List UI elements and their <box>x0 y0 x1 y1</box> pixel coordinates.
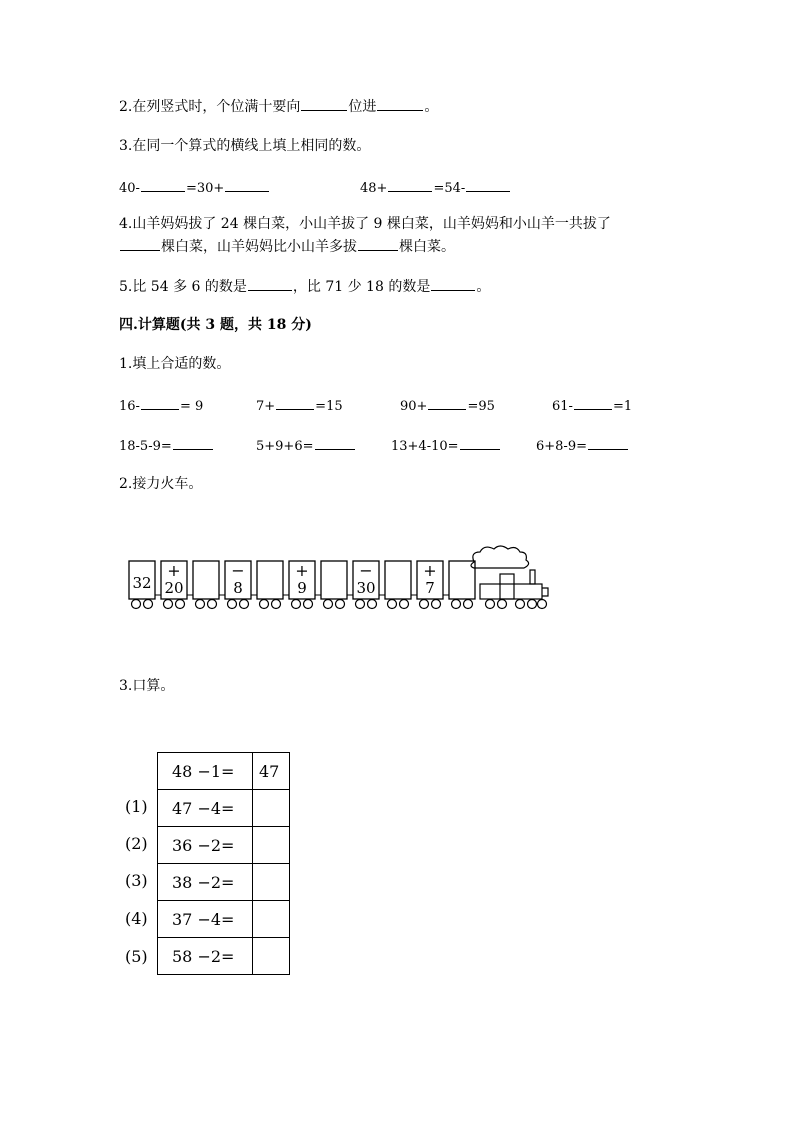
answer-blank[interactable] <box>466 177 510 192</box>
equation-part: 90+ <box>400 399 428 414</box>
answer-blank[interactable] <box>141 395 179 410</box>
train-car <box>257 561 289 609</box>
train-car-operator: − <box>231 561 245 580</box>
train-wheel <box>196 600 205 609</box>
equation-part: 5+9+6= <box>256 439 314 454</box>
train-car-number: 32 <box>132 574 152 592</box>
train-car-operator: − <box>359 561 373 580</box>
train-wheel <box>400 600 409 609</box>
fill-equation <box>400 395 495 416</box>
table-answer[interactable] <box>253 790 290 827</box>
train-wheel <box>176 600 185 609</box>
q3-eq1-b: =30+ <box>185 181 225 196</box>
loco-chimney <box>530 570 535 584</box>
q3-eq2-b: =54- <box>433 181 466 196</box>
table-answer[interactable] <box>253 938 290 975</box>
train-wheel <box>144 600 153 609</box>
mental-math-table <box>157 752 290 975</box>
train-wheel <box>420 600 429 609</box>
table-expression: 47 −4= <box>158 790 253 827</box>
equation-part: = 9 <box>179 399 204 414</box>
equation-part: 61- <box>552 399 573 414</box>
table-row <box>158 938 290 975</box>
train-car-number: 20 <box>164 579 184 597</box>
train-car <box>321 561 353 609</box>
row-label: (2) <box>125 834 148 853</box>
question-5 <box>119 276 490 297</box>
answer-blank[interactable] <box>120 236 160 251</box>
train-car <box>353 561 385 609</box>
table-row <box>158 790 290 827</box>
train-wheel <box>228 600 237 609</box>
table-expression: 36 −2= <box>158 827 253 864</box>
train-car-number: 7 <box>425 579 435 597</box>
train-car <box>289 561 321 609</box>
q4-line-1: 4.山羊妈妈拔了 24 棵白菜，小山羊拔了 9 棵白菜，山羊妈妈和小山羊一共拔了 <box>119 216 611 232</box>
train-car-box[interactable] <box>193 561 219 599</box>
equation-part: =1 <box>612 399 633 414</box>
train-car-operator: + <box>167 561 181 580</box>
q2-text-c: 。 <box>424 99 439 115</box>
table-expression: 37 −4= <box>158 901 253 938</box>
q3-equation-2 <box>360 177 511 198</box>
train-wheel <box>452 600 461 609</box>
train-car <box>161 561 193 609</box>
table-answer[interactable] <box>253 827 290 864</box>
equation-part: 7+ <box>256 399 276 414</box>
equation-part: 13+4-10= <box>391 439 459 454</box>
q3-equation-1 <box>119 177 270 198</box>
table-row <box>158 827 290 864</box>
q2-text-a: 2.在列竖式时，个位满十要向 <box>119 99 301 115</box>
locomotive <box>471 546 548 599</box>
train-wheel <box>356 600 365 609</box>
loco-cab <box>500 574 514 599</box>
train-car-number: 9 <box>297 579 307 597</box>
equation-part: 16- <box>119 399 140 414</box>
answer-blank[interactable] <box>460 435 500 450</box>
row-label: (3) <box>125 871 148 890</box>
equation-part: 6+8-9= <box>536 439 587 454</box>
train-car <box>225 561 257 609</box>
train-car <box>385 561 417 609</box>
answer-blank[interactable] <box>358 236 398 251</box>
train-wheel <box>272 600 281 609</box>
q4-line2-a: 棵白菜，山羊妈妈比小山羊多拔 <box>161 239 357 255</box>
train-wheel <box>260 600 269 609</box>
loco-nose <box>542 588 548 596</box>
train-car <box>417 561 449 609</box>
answer-blank[interactable] <box>377 96 423 111</box>
train-wheel <box>164 600 173 609</box>
train-wheel <box>368 600 377 609</box>
train-cars <box>129 561 475 609</box>
s4q1-prompt: 1.填上合适的数。 <box>119 356 231 372</box>
train-car-number: 30 <box>356 579 376 597</box>
answer-blank[interactable] <box>574 395 612 410</box>
q3-eq1-a: 40- <box>119 181 140 196</box>
train-wheel <box>304 600 313 609</box>
train-car-operator: + <box>295 561 309 580</box>
train-car <box>449 561 475 609</box>
calc-equation <box>391 435 501 456</box>
s4q2-prompt: 2.接力火车。 <box>119 476 203 492</box>
answer-blank[interactable] <box>276 395 314 410</box>
row-label: (4) <box>125 909 148 928</box>
q5-text-b: ，比 71 少 18 的数是 <box>292 279 431 295</box>
q5-text-c: 。 <box>476 279 491 295</box>
answer-blank[interactable] <box>301 96 347 111</box>
equation-part: 18-5-9= <box>119 439 172 454</box>
train-wheel <box>432 600 441 609</box>
train-wheel <box>388 600 397 609</box>
table-row <box>158 901 290 938</box>
train-car-box[interactable] <box>321 561 347 599</box>
relay-train <box>126 544 556 616</box>
train-car-operator: + <box>423 561 437 580</box>
fill-equation <box>256 395 343 416</box>
train-wheel <box>464 600 473 609</box>
answer-blank[interactable] <box>388 177 432 192</box>
answer-blank[interactable] <box>428 395 466 410</box>
table-expression: 58 −2= <box>158 938 253 975</box>
equation-part: =95 <box>467 399 495 414</box>
train-car <box>193 561 225 609</box>
answer-blank[interactable] <box>248 276 292 291</box>
train-wheel <box>208 600 217 609</box>
table-expression: 48 −1= <box>158 753 253 790</box>
train-car <box>129 561 161 609</box>
answer-blank[interactable] <box>315 435 355 450</box>
s4q3-prompt: 3.口算。 <box>119 678 175 694</box>
answer-blank[interactable] <box>431 276 475 291</box>
fill-equation <box>552 395 632 416</box>
section-heading: 四.计算题(共 3 题，共 18 分) <box>119 317 312 333</box>
q2-text-b: 位进 <box>348 99 377 115</box>
table-row <box>158 864 290 901</box>
q4-line-2 <box>119 236 455 257</box>
train-car-box[interactable] <box>257 561 283 599</box>
train-wheel <box>292 600 301 609</box>
train-wheel <box>336 600 345 609</box>
table-expression: 38 −2= <box>158 864 253 901</box>
table-row <box>158 753 290 790</box>
fill-equation <box>119 395 203 416</box>
train-wheel <box>132 600 141 609</box>
equation-part: =15 <box>315 399 343 414</box>
loco-wheels <box>486 600 547 609</box>
table-answer[interactable]: 47 <box>253 753 290 790</box>
train-car-box[interactable] <box>385 561 411 599</box>
row-label: (5) <box>125 947 148 966</box>
calc-equation <box>256 435 356 456</box>
answer-blank[interactable] <box>141 177 185 192</box>
table-answer[interactable] <box>253 901 290 938</box>
loco-body <box>480 584 542 599</box>
q5-text-a: 5.比 54 多 6 的数是 <box>119 279 247 295</box>
question-3-prompt: 3.在同一个算式的横线上填上相同的数。 <box>119 138 371 154</box>
q3-eq2-a: 48+ <box>360 181 388 196</box>
answer-blank[interactable] <box>225 177 269 192</box>
train-wheel <box>240 600 249 609</box>
row-label: (1) <box>125 797 148 816</box>
table-answer[interactable] <box>253 864 290 901</box>
answer-blank[interactable] <box>173 435 213 450</box>
train-car-number: 8 <box>233 579 243 597</box>
calc-equation <box>536 435 629 456</box>
answer-blank[interactable] <box>588 435 628 450</box>
question-2 <box>119 96 438 117</box>
q4-line2-b: 棵白菜。 <box>399 239 455 255</box>
smoke-cloud <box>471 546 529 568</box>
calc-equation <box>119 435 214 456</box>
train-wheel <box>324 600 333 609</box>
